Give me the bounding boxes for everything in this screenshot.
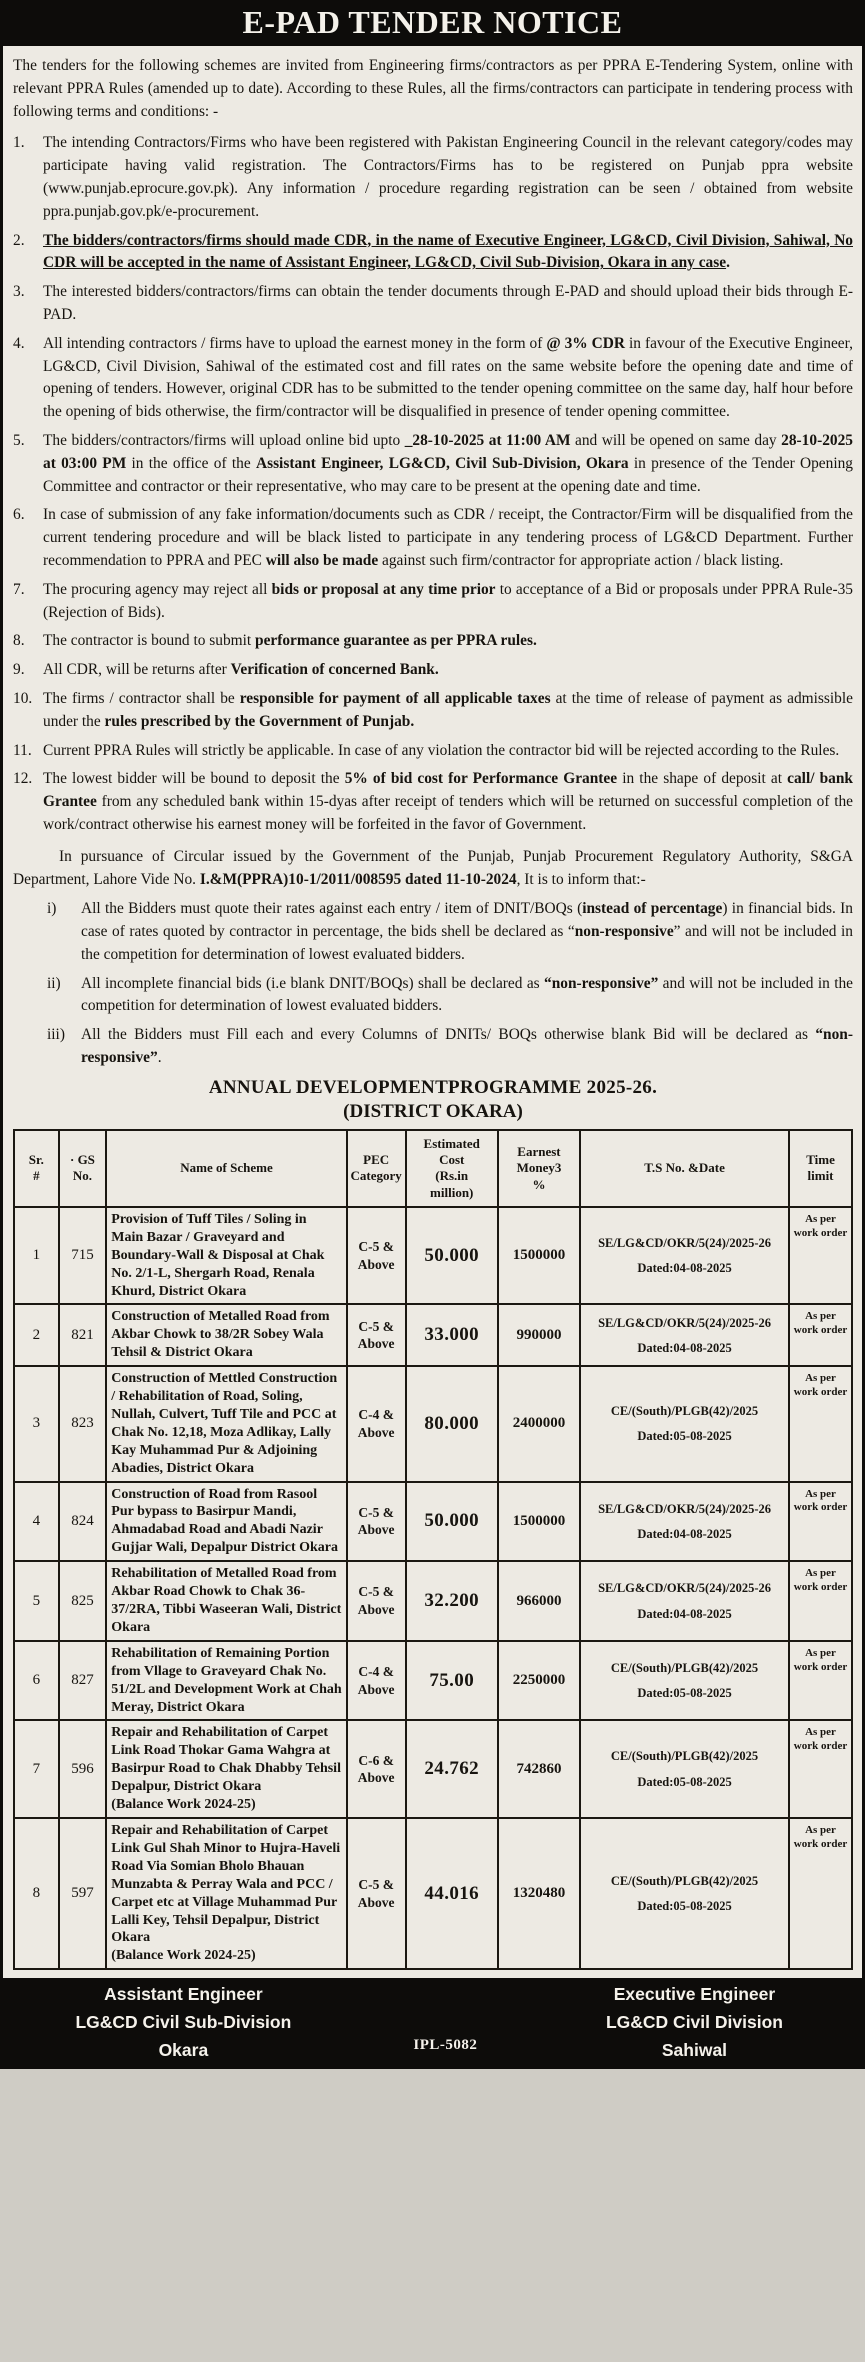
cell-scheme-name	[106, 1482, 346, 1562]
condition-item-text: Current PPRA Rules will strictly be applicable. In case of any violation the contractor bid will be rejected according to the Rules.	[43, 741, 840, 759]
condition-item-text: The firms / contractor shall be responsible for payment of all applicable taxes at the time of release of payment as admissible under the rules prescribed by the Government of Punjab.	[43, 689, 853, 730]
cell-sr: 3	[14, 1366, 59, 1481]
ts-number: CE/(South)/PLGB(42)/2025	[610, 1749, 759, 1764]
condition-item-number: 10.	[13, 689, 33, 707]
cell-time-limit: As per work order	[789, 1561, 852, 1641]
subconditions-list	[13, 898, 853, 1070]
signature-right-title: Executive Engineer	[613, 1983, 776, 2004]
signature-right	[527, 1980, 862, 2065]
cell-estimated-cost: 24.762	[406, 1720, 498, 1818]
cell-earnest-money: 990000	[498, 1304, 580, 1366]
cell-scheme-name	[106, 1207, 346, 1305]
signature-left-city: Okara	[158, 2040, 209, 2061]
condition-item-text: In case of submission of any fake information/documents such as CDR / receipt, the Contractor/Firm will be disqualified from the current tendering procedure and will be black listed to participate in any tendering process of LG&CD Department. Further recommendation to PPRA and PEC will also be made against such firm/contractor for appropriate action / black listing.	[43, 506, 853, 569]
subcondition-item-number: ii)	[47, 974, 61, 992]
cell-time-limit: As per work order	[789, 1720, 852, 1818]
table-row	[14, 1561, 852, 1641]
cell-sr: 1	[14, 1207, 59, 1305]
condition-item-text: The bidders/contractors/firms should made CDR, in the name of Executive Engineer, LG&CD, Civil Division, Sahiwal, No CDR will be accepted in the name of Assistant Engineer, LG&CD, Civil Sub-Division, Okara in any case.	[43, 231, 853, 272]
ts-date: Dated:05-08-2025	[637, 1774, 732, 1789]
cell-gs-no: 827	[59, 1641, 107, 1721]
cell-earnest-money: 2250000	[498, 1641, 580, 1721]
cell-scheme-name	[106, 1304, 346, 1366]
condition-item	[13, 281, 853, 327]
cell-gs-no: 824	[59, 1482, 107, 1562]
cell-sr: 6	[14, 1641, 59, 1721]
advert-code: IPL-5082	[413, 2037, 478, 2054]
col-header-name-of-scheme: Name of Scheme	[106, 1130, 346, 1207]
condition-item-number: 4.	[13, 334, 25, 352]
condition-item	[13, 630, 853, 653]
cell-pec-category: C-4 & Above	[347, 1366, 406, 1481]
cell-scheme-name	[106, 1720, 346, 1818]
table-header-row	[14, 1130, 852, 1207]
col-header-time-limit: Time limit	[789, 1130, 852, 1207]
scheme-name-text: Rehabilitation of Metalled Road from Akbar Road Chowk to Chak 36-37/2RA, Tibbi Waseeran Wali, District Okara	[111, 1566, 342, 1635]
cell-sr: 2	[14, 1304, 59, 1366]
ts-date: Dated:05-08-2025	[637, 1686, 732, 1701]
intro-paragraph: The tenders for the following schemes are invited from Engineering firms/contractors as per PPRA E-Tendering System, online with relevant PPRA Rules (amended up to date). According to these Rules, all the firms/contractors can participate in tendering process with following terms and conditions: -	[13, 57, 853, 120]
cell-gs-no: 596	[59, 1720, 107, 1818]
subcondition-item-number: i)	[47, 900, 57, 918]
schemes-table-body	[14, 1207, 852, 1969]
cell-ts-no-date	[580, 1720, 789, 1818]
cell-estimated-cost: 75.00	[406, 1641, 498, 1721]
cell-pec-category: C-4 & Above	[347, 1641, 406, 1721]
ts-number: CE/(South)/PLGB(42)/2025	[610, 1873, 759, 1888]
scheme-name-text: Provision of Tuff Tiles / Soling in Main Bazar / Graveyard and Boundary-Wall & Disposal at Chak No. 2/1-L, Shergarh Road, Renala Khurd, District Okara	[111, 1211, 325, 1299]
cell-pec-category: C-6 & Above	[347, 1720, 406, 1818]
condition-item-text: All intending contractors / firms have to upload the earnest money in the form of @ 3% CDR in favour of the Executive Engineer, LG&CD, Civil Division, Sahiwal of the estimated cost and fill rates on the same website before the opening date and time of opening of tenders. However, original CDR has to be submitted to the tender opening committee on the same day, half hour before the opening of bids otherwise, the firm/contractor will be disqualified in presence of tender opening committee.	[43, 334, 853, 421]
condition-item-number: 6.	[13, 506, 25, 524]
col-header-ts-no-date: T.S No. &Date	[580, 1130, 789, 1207]
subcondition-item	[47, 1024, 853, 1070]
ts-date: Dated:04-08-2025	[637, 1606, 732, 1621]
table-row	[14, 1366, 852, 1481]
cell-estimated-cost: 80.000	[406, 1366, 498, 1481]
page-title: E-PAD TENDER NOTICE	[242, 4, 623, 40]
cell-time-limit: As per work order	[789, 1207, 852, 1305]
subcondition-item-text: All the Bidders must Fill each and every Columns of DNITs/ BOQs otherwise blank Bid will be declared as “non-responsive”.	[81, 1026, 853, 1067]
cell-pec-category: C-5 & Above	[347, 1482, 406, 1562]
condition-item-text: All CDR, will be returns after Verification of concerned Bank.	[43, 661, 439, 679]
condition-item-text: The bidders/contractors/firms will upload online bid upto _28-10-2025 at 11:00 AM and will be opened on same day 28-10-2025 at 03:00 PM in the office of the Assistant Engineer, LG&CD, Civil Sub-Division, Okara in presence of the Tender Opening Committee and contractor or their representative, who may care to be present at the opening date and time.	[43, 431, 853, 495]
balance-work-note: (Balance Work 2024-25)	[111, 1797, 256, 1813]
col-header-pec-category: PEC Category	[347, 1130, 406, 1207]
ts-number: CE/(South)/PLGB(42)/2025	[610, 1660, 759, 1675]
cell-gs-no: 597	[59, 1818, 107, 1969]
programme-heading: ANNUAL DEVELOPMENTPROGRAMME 2025-26.	[208, 1076, 658, 1098]
cell-scheme-name	[106, 1561, 346, 1641]
condition-item-text: The intending Contractors/Firms who have been registered with Pakistan Engineering Council in the relevant category/codes may participate having valid registration. The Contractors/Firms has to be registered on Punjab ppra website (www.punjab.eprocure.gov.pk). Any information / procedure regarding registration can be seen / obtained from website ppra.punjab.gov.pk/e-procurement.	[43, 134, 853, 220]
cell-pec-category: C-5 & Above	[347, 1561, 406, 1641]
condition-item-number: 2.	[13, 231, 25, 249]
scheme-name-text: Construction of Road from Rasool Pur bypass to Basirpur Mandi, Ahmadabad Road and Abadi Nazir Gujjar Wali, Depalpur District Okara	[111, 1486, 339, 1556]
cell-gs-no: 825	[59, 1561, 107, 1641]
cell-ts-no-date	[580, 1482, 789, 1562]
condition-item	[13, 579, 853, 625]
cell-earnest-money: 742860	[498, 1720, 580, 1818]
scheme-name-text: Rehabilitation of Remaining Portion from Vllage to Graveyard Chak No. 51/2L and Development Work at Chah Meray, District Okara	[111, 1645, 342, 1715]
cell-pec-category: C-5 & Above	[347, 1304, 406, 1366]
cell-ts-no-date	[580, 1366, 789, 1481]
condition-item-number: 5.	[13, 431, 25, 449]
cell-scheme-name	[106, 1818, 346, 1969]
condition-item-number: 1.	[13, 134, 25, 152]
scheme-name-text: Construction of Metalled Road from Akbar Chowk to 38/2R Sobey Wala Tehsil & District Okara	[111, 1309, 330, 1361]
pursuance-paragraph: In pursuance of Circular issued by the Government of the Punjab, Punjab Procurement Regulatory Authority, S&GA Department, Lahore Vide No. I.&M(PPRA)10-1/2011/008595 dated 11-10-2024, It is to inform that:-	[13, 847, 853, 888]
condition-item-number: 9.	[13, 661, 25, 679]
cell-scheme-name	[106, 1641, 346, 1721]
notice-body	[3, 46, 862, 1976]
ts-date: Dated:05-08-2025	[637, 1899, 732, 1914]
subcondition-item-text: All the Bidders must quote their rates against each entry / item of DNIT/BOQs (instead of percentage) in financial bids. In case of rates quoted by contractor in percentage, the bids shell be declared as “non-responsive” and will not be included in the competition for determination of lowest evaluated bidders.	[81, 900, 853, 963]
signature-left	[3, 1980, 364, 2065]
col-header-gs-no: · GS No.	[59, 1130, 107, 1207]
cell-sr: 5	[14, 1561, 59, 1641]
subcondition-item	[47, 898, 853, 966]
signature-right-office: LG&CD Civil Division	[605, 2012, 783, 2033]
condition-item-number: 12.	[13, 770, 33, 788]
cell-ts-no-date	[580, 1561, 789, 1641]
condition-item	[13, 740, 853, 763]
signature-bar	[3, 1978, 862, 2066]
cell-time-limit: As per work order	[789, 1366, 852, 1481]
cell-estimated-cost: 33.000	[406, 1304, 498, 1366]
condition-item	[13, 688, 853, 734]
subcondition-item	[47, 973, 853, 1019]
table-row	[14, 1818, 852, 1969]
condition-item-number: 7.	[13, 580, 25, 598]
signature-right-city: Sahiwal	[661, 2040, 728, 2061]
cell-earnest-money: 966000	[498, 1561, 580, 1641]
condition-item-text: The lowest bidder will be bound to deposit the 5% of bid cost for Performance Grantee in the shape of deposit at call/ bank Grantee from any scheduled bank within 15-dyas after receipt of tenders which will be returned on successful completion of the work/contract otherwise his earnest money will be forfeited in the favor of Government.	[43, 770, 853, 833]
condition-item-text: The contractor is bound to submit performance guarantee as per PPRA rules.	[43, 632, 537, 650]
cell-pec-category: C-5 & Above	[347, 1818, 406, 1969]
cell-sr: 7	[14, 1720, 59, 1818]
scheme-name-text: Repair and Rehabilitation of Carpet Link Gul Shah Minor to Hujra-Haveli Road Via Somian Bholo Bhauan Munzabta & Perray Wala and PCC / Carpet etc at Village Muhammad Pur Lalli Key, Tehsil Depalpur, District Okara	[111, 1822, 341, 1946]
cell-ts-no-date	[580, 1641, 789, 1721]
subcondition-item-number: iii)	[47, 1026, 65, 1044]
table-row	[14, 1641, 852, 1721]
cell-sr: 4	[14, 1482, 59, 1562]
table-row	[14, 1304, 852, 1366]
cell-earnest-money: 1500000	[498, 1207, 580, 1305]
cell-earnest-money: 1500000	[498, 1482, 580, 1562]
schemes-table	[13, 1129, 853, 1970]
ts-number: SE/LG&CD/OKR/5(24)/2025-26	[598, 1235, 771, 1250]
subcondition-item-text: All incomplete financial bids (i.e blank DNIT/BOQs) shall be declared as “non-responsive” and will not be included in the competition for determination of lowest evaluated bidders.	[81, 974, 853, 1015]
ts-date: Dated:04-08-2025	[637, 1261, 732, 1276]
cell-gs-no: 715	[59, 1207, 107, 1305]
condition-item	[13, 333, 853, 424]
ts-number: SE/LG&CD/OKR/5(24)/2025-26	[598, 1581, 771, 1596]
condition-item	[13, 768, 853, 836]
cell-ts-no-date	[580, 1304, 789, 1366]
district-heading: (DISTRICT OKARA)	[343, 1100, 523, 1122]
col-header-sr: Sr. #	[14, 1130, 59, 1207]
condition-item	[13, 504, 853, 572]
conditions-list	[13, 132, 853, 836]
table-row	[14, 1482, 852, 1562]
cell-estimated-cost: 50.000	[406, 1482, 498, 1562]
cell-ts-no-date	[580, 1818, 789, 1969]
scheme-name-text: Construction of Mettled Construction / Rehabilitation of Road, Soling, Nullah, Culvert, Tuff Tile and PCC at Chak No. 12,18, Moza Adlikay, Lally Kay Muhammad Pur & Adjoining Abadies, District Okara	[111, 1371, 338, 1476]
ts-number: SE/LG&CD/OKR/5(24)/2025-26	[598, 1501, 771, 1516]
condition-item-text: The interested bidders/contractors/firms can obtain the tender documents through E-PAD and should upload their bids through E-PAD.	[43, 283, 853, 323]
table-row	[14, 1207, 852, 1305]
ts-date: Dated:05-08-2025	[637, 1429, 732, 1444]
cell-gs-no: 823	[59, 1366, 107, 1481]
condition-item	[13, 230, 853, 276]
condition-item-number: 11.	[13, 741, 32, 759]
condition-item	[13, 132, 853, 223]
cell-estimated-cost: 44.016	[406, 1818, 498, 1969]
cell-gs-no: 821	[59, 1304, 107, 1366]
signature-left-office: LG&CD Civil Sub-Division	[75, 2012, 292, 2033]
cell-time-limit: As per work order	[789, 1641, 852, 1721]
cell-time-limit: As per work order	[789, 1482, 852, 1562]
cell-earnest-money: 2400000	[498, 1366, 580, 1481]
cell-time-limit: As per work order	[789, 1818, 852, 1969]
cell-pec-category: C-5 & Above	[347, 1207, 406, 1305]
condition-item-number: 3.	[13, 283, 25, 301]
signature-left-title: Assistant Engineer	[104, 1983, 263, 2004]
cell-earnest-money: 1320480	[498, 1818, 580, 1969]
cell-estimated-cost: 50.000	[406, 1207, 498, 1305]
condition-item-text: The procuring agency may reject all bids or proposal at any time prior to acceptance of a Bid or proposals under PPRA Rule-35 (Rejection of Bids).	[43, 580, 853, 621]
ts-date: Dated:04-08-2025	[637, 1340, 732, 1355]
condition-item-number: 8.	[13, 632, 25, 650]
condition-item	[13, 430, 853, 498]
col-header-estimated-cost: Estimated Cost (Rs.in million)	[406, 1130, 498, 1207]
ts-number: SE/LG&CD/OKR/5(24)/2025-26	[598, 1315, 771, 1330]
scheme-name-text: Repair and Rehabilitation of Carpet Link Road Thokar Gama Wahgra at Basirpur Road to Chak Dhabby Tehsil Depalpur, District Okara	[111, 1725, 341, 1795]
col-header-earnest-money: Earnest Money3 %	[498, 1130, 580, 1207]
ts-number: CE/(South)/PLGB(42)/2025	[610, 1404, 759, 1419]
condition-item	[13, 659, 853, 682]
balance-work-note: (Balance Work 2024-25)	[111, 1948, 256, 1964]
notice-title-bar	[3, 3, 862, 46]
cell-estimated-cost: 32.200	[406, 1561, 498, 1641]
cell-scheme-name	[106, 1366, 346, 1481]
ts-date: Dated:04-08-2025	[637, 1526, 732, 1541]
cell-ts-no-date	[580, 1207, 789, 1305]
cell-time-limit: As per work order	[789, 1304, 852, 1366]
cell-sr: 8	[14, 1818, 59, 1969]
table-row	[14, 1720, 852, 1818]
